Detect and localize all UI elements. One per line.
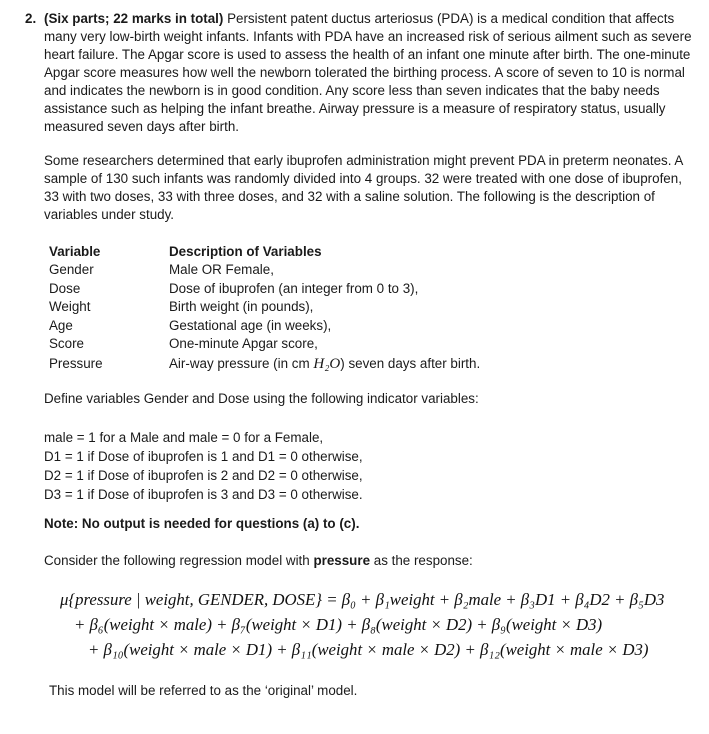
pressure-desc-prefix: Air-way pressure (in cm: [169, 356, 310, 372]
equation-line-2: + β₆(weight × male) + β₇(weight × D1) + β₈(weight × D2) + β₉(weight × D3): [74, 615, 603, 634]
question-intro: [44, 10, 696, 136]
variable-name: Score: [49, 335, 84, 351]
note-text: Note: No output is needed for questions (a) to (c).: [44, 516, 360, 531]
variable-name: Pressure: [49, 356, 103, 372]
indicator-item: D1 = 1 if Dose of ibuprofen is 1 and D1 = 0 otherwise,: [44, 449, 363, 464]
intro-text: Persistent patent ductus arteriosus (PDA) is a medical condition that affects many very low-birth weight infants. Infants with PDA have an increased risk of serious ailment such as severe heart failure. The Apgar score is used to assess the health of an infant one minute after birth. The one-minute Apgar score measures how well the newborn tolerated the birthing process. A score of seven to 10 is normal and indicates the newborn is in good condition. Any score less than seven indicates that the baby needs assistance such as helping the infant breathe. Airway pressure is a measure of respiratory status, usually measured seven days after birth.: [44, 11, 692, 134]
indicator-item: male = 1 for a Male and male = 0 for a Female,: [44, 430, 324, 445]
variable-row: [49, 335, 689, 353]
variable-name: Age: [49, 317, 73, 333]
indicator-list: [44, 428, 363, 504]
variable-row: [49, 261, 689, 279]
marks-label: (Six parts; 22 marks in total): [44, 11, 224, 26]
indicator-item: D2 = 1 if Dose of ibuprofen is 2 and D2 = 0 otherwise,: [44, 468, 363, 483]
variable-row: [49, 298, 689, 316]
response-variable: pressure: [313, 553, 371, 568]
variable-description: Male OR Female,: [169, 262, 274, 278]
variable-description: Gestational age (in weeks),: [169, 317, 332, 333]
variable-row-pressure: [49, 353, 689, 375]
question-number: 2.: [25, 11, 37, 26]
variable-name: Weight: [49, 299, 91, 315]
pressure-unit: H₂O: [313, 356, 341, 373]
variable-description: Birth weight (in pounds),: [169, 299, 314, 315]
pressure-desc-suffix: ) seven days after birth.: [340, 356, 481, 372]
variables-table: [49, 243, 689, 375]
consider-suffix: as the response:: [373, 553, 473, 568]
indicator-item: D3 = 1 if Dose of ibuprofen is 3 and D3 = 0 otherwise.: [44, 487, 363, 502]
define-text: Define variables Gender and Dose using the following indicator variables:: [44, 391, 479, 406]
variable-description: One-minute Apgar score,: [169, 335, 318, 351]
header-variable: Variable: [49, 244, 101, 259]
variable-description: [169, 353, 480, 375]
study-paragraph: Some researchers determined that early ibuprofen administration might prevent PDA in preterm neonates. A sample of 130 such infants was randomly divided into 4 groups. 32 were treated with one dose of ibuprofen, 33 with two doses, 33 with three doses, and 32 with a saline solution. The following is the description of variables under study.: [44, 153, 683, 222]
variables-header: [49, 243, 689, 261]
consider-prefix: Consider the following regression model with: [44, 553, 310, 568]
equation-line-1: μ{pressure | weight, GENDER, DOSE} = β₀ + β₁weight + β₂male + β₃D1 + β₄D2 + β₅D3: [60, 590, 665, 609]
equation-line-3: + β₁₀(weight × male × D1) + β₁₁(weight × male × D2) + β₁₂(weight × male × D3): [88, 640, 649, 659]
consider-text: [44, 553, 473, 568]
variable-name: Dose: [49, 280, 81, 296]
variable-description: Dose of ibuprofen (an integer from 0 to 3),: [169, 280, 419, 296]
variable-row: [49, 317, 689, 335]
variable-row: [49, 280, 689, 298]
final-text: This model will be referred to as the ‘original’ model.: [49, 683, 358, 698]
variable-name: Gender: [49, 262, 94, 278]
header-description: Description of Variables: [169, 244, 322, 259]
